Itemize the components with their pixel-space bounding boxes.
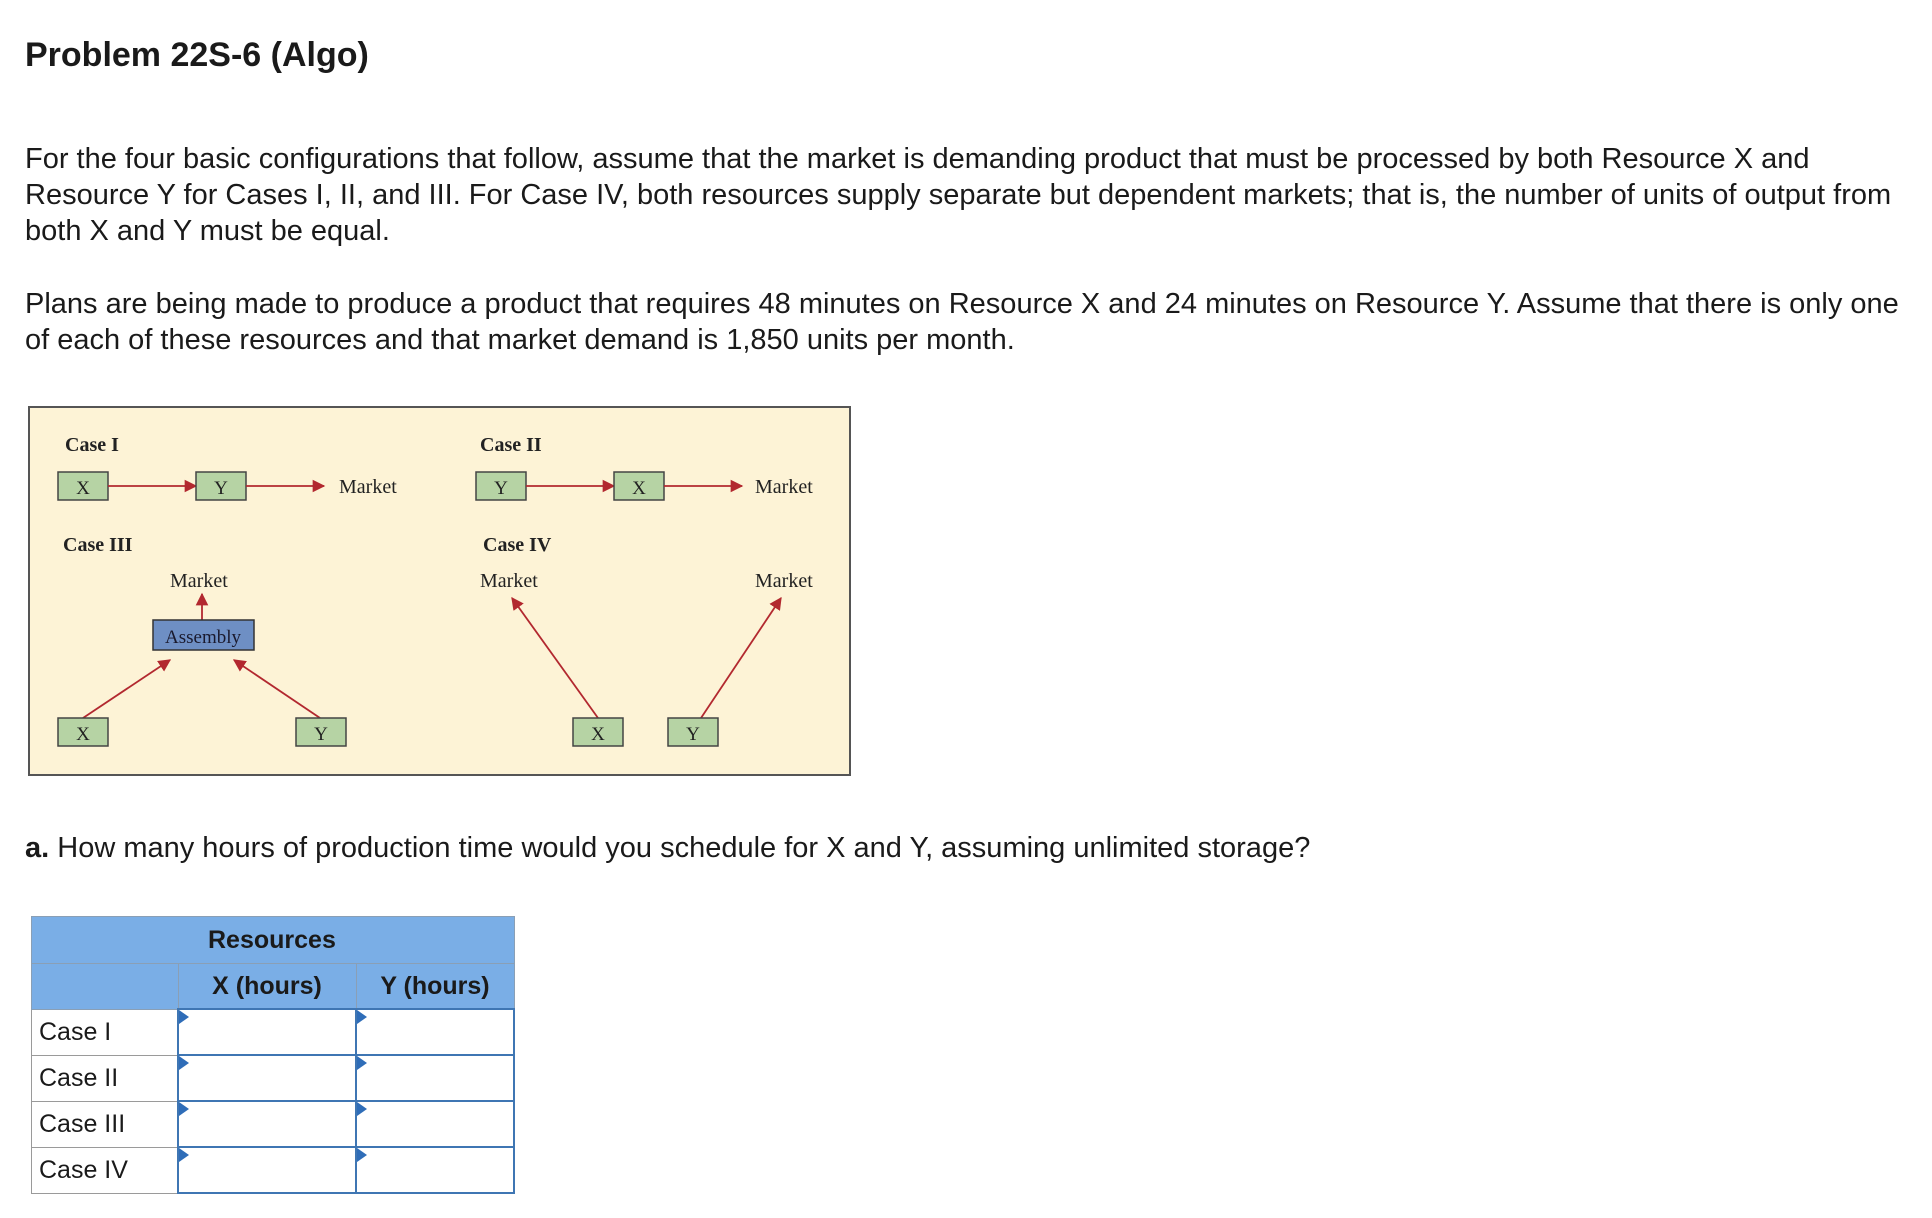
table-header-y-hours: Y (hours) xyxy=(356,964,514,1010)
case-4-y-input[interactable] xyxy=(360,1151,510,1189)
table-header-blank2 xyxy=(32,964,179,1010)
case3-box-x-label: X xyxy=(76,724,90,745)
table-header-x-hours: X (hours) xyxy=(178,964,356,1010)
case-1-y-cell xyxy=(356,1009,514,1055)
case4-market1-label: Market xyxy=(480,570,538,592)
case1-box-x-label: X xyxy=(76,478,90,499)
case-3-x-cell xyxy=(178,1101,356,1147)
case2-title: Case II xyxy=(480,434,542,456)
case3-title: Case III xyxy=(63,534,133,556)
case2-market-label: Market xyxy=(755,476,813,498)
case-2-x-cell xyxy=(178,1055,356,1101)
case-4-x-cell xyxy=(178,1147,356,1193)
question-a-text: How many hours of production time would you schedule for X and Y, assuming unlimited storage? xyxy=(57,832,1311,864)
case3-box-y-label: Y xyxy=(314,724,328,745)
case4-market2-label: Market xyxy=(755,570,813,592)
case-4-x-input[interactable] xyxy=(182,1151,352,1189)
plans-paragraph: Plans are being made to produce a product that requires 48 minutes on Resource X and 24 minutes on Resource Y. Assume that there is only one of each of these resources and that market demand is 1,850 units per month. xyxy=(25,288,1899,356)
case1-box-y-label: Y xyxy=(214,478,228,499)
row-label-case-2: Case II xyxy=(32,1055,179,1101)
configurations-diagram xyxy=(28,406,851,776)
table-row xyxy=(32,1009,515,1055)
question-a-label: a. xyxy=(25,832,50,864)
case-3-x-input[interactable] xyxy=(182,1105,352,1143)
row-label-case-4: Case IV xyxy=(32,1147,179,1193)
case-1-x-cell xyxy=(178,1009,356,1055)
table-header-blank xyxy=(32,917,179,964)
case-1-y-input[interactable] xyxy=(360,1013,510,1051)
case4-box-x-label: X xyxy=(591,724,605,745)
table-header-group-row xyxy=(32,917,515,964)
diagram-background xyxy=(29,407,850,775)
table-row xyxy=(32,1055,515,1101)
case2-box-x-label: X xyxy=(632,478,646,499)
table-row xyxy=(32,1147,515,1193)
answer-table xyxy=(31,916,515,1194)
problem-title: Problem 22S-6 (Algo) xyxy=(25,36,369,74)
case-3-y-input[interactable] xyxy=(360,1105,510,1143)
case2-box-y-label: Y xyxy=(494,478,508,499)
case4-title: Case IV xyxy=(483,534,552,556)
row-label-case-3: Case III xyxy=(32,1101,179,1147)
row-label-case-1: Case I xyxy=(32,1009,179,1055)
case-2-y-cell xyxy=(356,1055,514,1101)
table-header-resources: Resources xyxy=(178,917,514,964)
case-2-y-input[interactable] xyxy=(360,1059,510,1097)
table-header-columns-row xyxy=(32,964,515,1010)
case3-assembly-label: Assembly xyxy=(165,627,241,648)
case-2-x-input[interactable] xyxy=(182,1059,352,1097)
question-a xyxy=(25,830,1310,866)
case3-market-label: Market xyxy=(170,570,228,592)
intro-paragraph: For the four basic configurations that follow, assume that the market is demanding product that must be processed by both Resource X and Resource Y for Cases I, II, and III. For Case IV, both resources supply separate but dependent markets; that is, the number of units of output from both X and Y must be equal. xyxy=(25,143,1892,247)
case-3-y-cell xyxy=(356,1101,514,1147)
case1-title: Case I xyxy=(65,434,119,456)
case-4-y-cell xyxy=(356,1147,514,1193)
case-1-x-input[interactable] xyxy=(182,1013,352,1051)
table-row xyxy=(32,1101,515,1147)
case4-box-y-label: Y xyxy=(686,724,700,745)
case1-market-label: Market xyxy=(339,476,397,498)
